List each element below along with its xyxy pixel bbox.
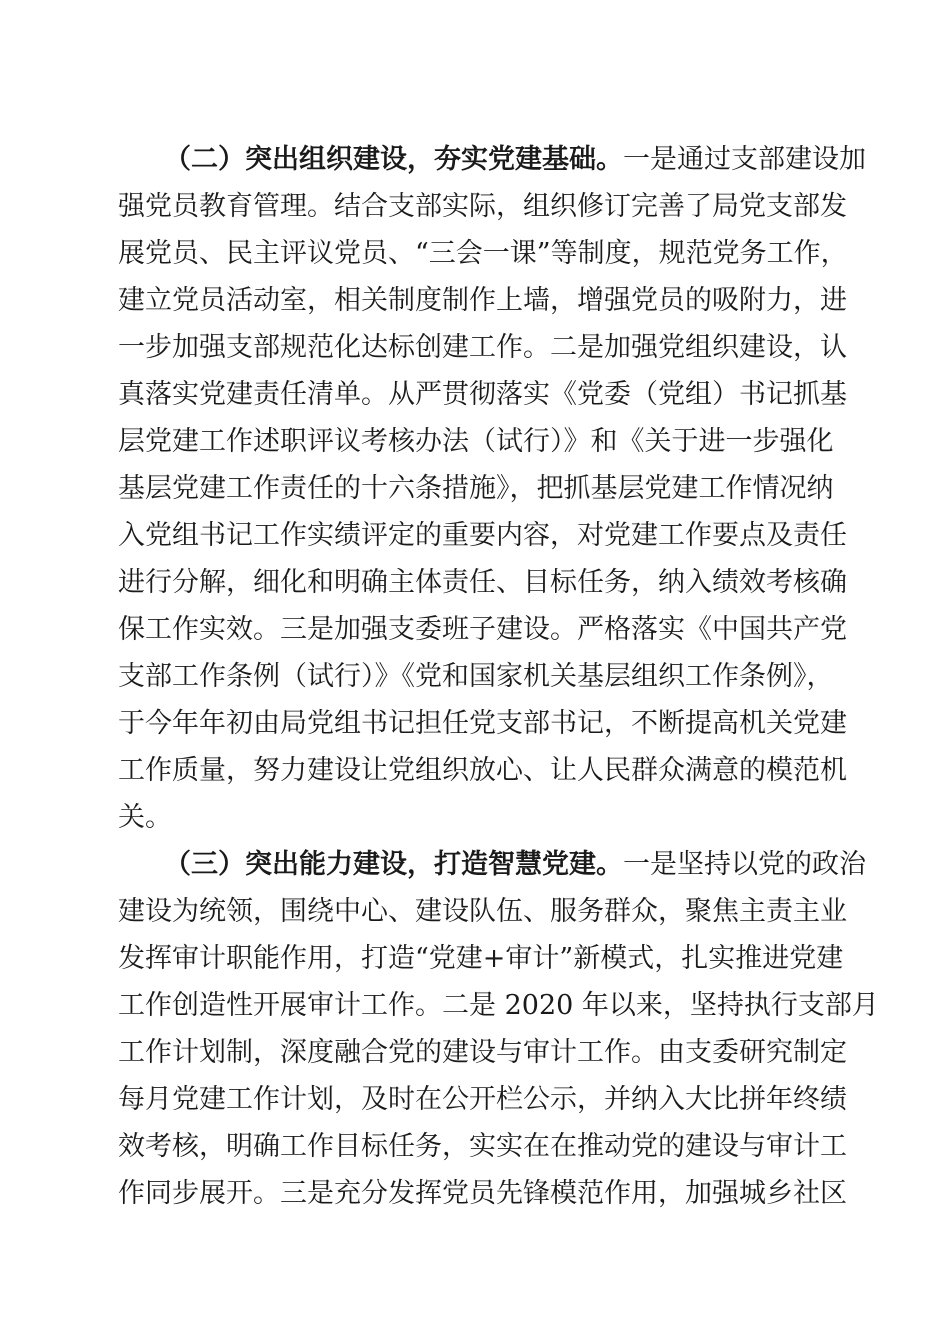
section3-line: 工作计划制，深度融合党的建设与审计工作。由支委研究制定 bbox=[118, 1037, 847, 1068]
section2-line: 层党建工作述职评议考核办法（试行）》和《关于进一步强化 bbox=[118, 426, 834, 457]
section2-line: 一步加强支部规范化达标创建工作。二是加强党组织建设，认 bbox=[118, 332, 847, 363]
section2-line: 真落实党建责任清单。从严贯彻落实《党委（党组）书记抓基 bbox=[118, 379, 847, 410]
section2-line: 支部工作条例（试行）》《党和国家机关基层组织工作条例》， bbox=[118, 661, 834, 692]
section3-line: 作同步展开。三是充分发挥党员先锋模范作用，加强城乡社区 bbox=[118, 1178, 847, 1209]
section2-line: 进行分解，细化和明确主体责任、目标任务，纳入绩效考核确 bbox=[118, 567, 847, 598]
section2-line: 工作质量，努力建设让党组织放心、让人民群众满意的模范机 bbox=[118, 755, 847, 786]
section3-line: 每月党建工作计划，及时在公开栏公示，并纳入大比拼年终绩 bbox=[118, 1084, 847, 1115]
section3-line: 建设为统领，围绕中心、建设队伍、服务群众，聚焦主责主业 bbox=[118, 896, 847, 927]
section2-last-line: 关。 bbox=[118, 802, 172, 833]
section3-first-line-text: 一是坚持以党的政治 bbox=[623, 849, 866, 880]
section3-first-line bbox=[164, 843, 866, 887]
section2-line: 保工作实效。三是加强支委班子建设。严格落实《中国共产党 bbox=[118, 614, 847, 645]
section3-line: 效考核，明确工作目标任务，实实在在推动党的建设与审计工 bbox=[118, 1131, 847, 1162]
section2-line: 展党员、民主评议党员、“三会一课”等制度，规范党务工作， bbox=[118, 238, 848, 269]
section3-line: 发挥审计职能作用，打造“党建+审计”新模式，扎实推进党建 bbox=[118, 943, 844, 974]
section2-line: 强党员教育管理。结合支部实际，组织修订完善了局党支部发 bbox=[118, 191, 847, 222]
section2-first-line-text: 一是通过支部建设加 bbox=[623, 144, 866, 175]
section2-line: 基层党建工作责任的十六条措施》，把抓基层党建工作情况纳 bbox=[118, 473, 834, 504]
section2-first-line bbox=[164, 138, 866, 182]
section2-line: 建立党员活动室，相关制度制作上墙，增强党员的吸附力，进 bbox=[118, 285, 847, 316]
section3-heading: （三）突出能力建设，打造智慧党建。 bbox=[164, 849, 623, 880]
section3-line: 工作创造性开展审计工作。二是 2020 年以来，坚持执行支部月 bbox=[118, 990, 879, 1021]
section2-line: 于今年年初由局党组书记担任党支部书记，不断提高机关党建 bbox=[118, 708, 847, 739]
section2-line: 入党组书记工作实绩评定的重要内容，对党建工作要点及责任 bbox=[118, 520, 847, 551]
section2-heading: （二）突出组织建设，夯实党建基础。 bbox=[164, 144, 623, 175]
